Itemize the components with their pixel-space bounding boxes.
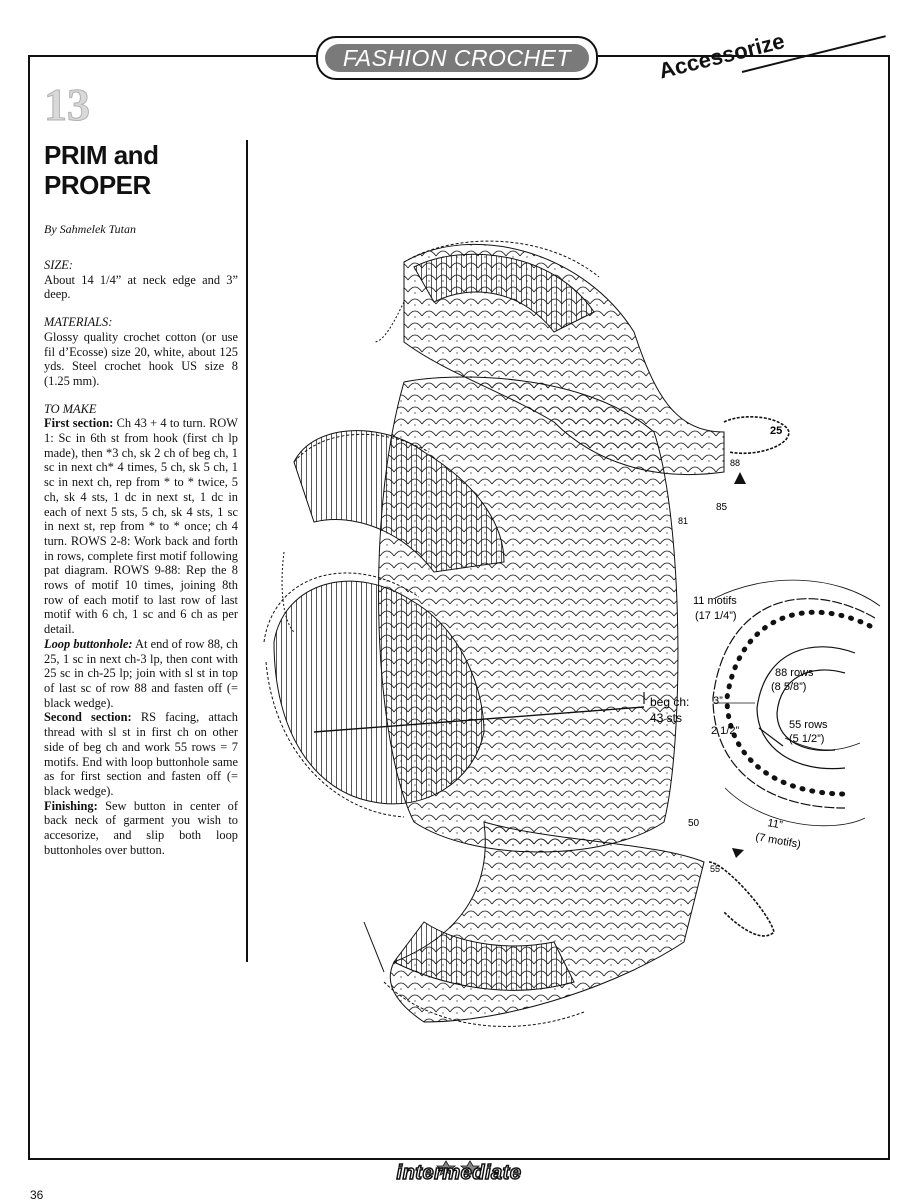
collar-schematic — [685, 578, 885, 851]
lower-motif — [390, 822, 704, 1022]
row-label-55: 55 — [710, 864, 721, 874]
to-make-section — [44, 402, 238, 858]
row-label-81: 81 — [678, 516, 689, 526]
difficulty-badge — [364, 1160, 554, 1196]
schematic-top-motifs: 11 motifs — [693, 595, 737, 607]
size-section — [44, 258, 238, 302]
pattern-title-line-2: PROPER — [44, 170, 151, 200]
instructions-column — [44, 258, 238, 857]
category-label: Accessorize — [656, 28, 787, 84]
row-label-88: 88 — [730, 458, 741, 468]
schematic-top-arc — [715, 580, 880, 606]
loop-buttonhole-text: At end of row 88, ch 25, 1 sc in next ch-3 lp, then cont with 25 sc in ch-25 lp; join with sl st in top of last sc of row 88 and fasten off (= black wedge). — [44, 636, 238, 710]
to-make-label: TO MAKE — [44, 401, 97, 416]
second-section-text: RS facing, attach thread with sl st in first ch on other side of beg ch and work 55 rows = 7 motifs. End with loop buttonhole same as for first section and fasten off (= black wedge). — [44, 710, 238, 798]
pattern-title-line-1: PRIM and — [44, 140, 159, 170]
schematic-bottom-motifs: (7 motifs) — [754, 831, 802, 851]
difficulty-level: intermediate — [396, 1162, 522, 1184]
schematic-depth: 3” — [713, 695, 723, 707]
second-section-label: Second section: — [44, 710, 132, 725]
materials-text: Glossy quality crochet cotton (or use fil d’Ecosse) size 20, white, about 125 yds. Steel crochet hook US size 8 (1.25 mm). — [44, 329, 238, 388]
row-label-25: 25 — [770, 425, 783, 437]
schematic-rows88-measure: (8 5/8”) — [771, 681, 807, 693]
finishing-text: Sew button in center of back neck of garment you wish to accesorize, and slip both loop buttonholes over button. — [44, 798, 238, 857]
finishing-paragraph — [44, 799, 238, 858]
schematic-rows88: 88 rows — [775, 667, 814, 679]
loop-buttonhole-label: Loop buttonhole: — [44, 636, 133, 651]
materials-label: MATERIALS: — [44, 315, 113, 330]
section-header-tab — [316, 36, 598, 80]
first-section-label: First section: — [44, 416, 114, 431]
page-number: 36 — [30, 1188, 44, 1202]
schematic-rows55-measure: (5 1/2”) — [789, 733, 825, 745]
first-section-paragraph — [44, 416, 238, 637]
size-label: SIZE: — [44, 258, 73, 272]
beg-ch-label: beg ch: — [650, 695, 690, 709]
schematic-rows55: 55 rows — [789, 719, 828, 731]
schematic-inner-edge — [757, 647, 855, 769]
finishing-label: Finishing: — [44, 798, 98, 813]
second-section-paragraph — [44, 710, 238, 798]
section-header-inner — [325, 44, 589, 72]
schematic-inner-arrow — [759, 728, 783, 746]
column-divider — [246, 140, 248, 962]
row-label-85: 85 — [716, 502, 728, 513]
first-section-text: Ch 43 + 4 to turn. ROW 1: Sc in 6th st from hook (first ch lp made), then *3 ch, sk 2 ch of beg ch, 1 sc in next ch* 4 times, 5 ch, sk 5 ch, 1 sc in next ch, rep from * to * twice, 5 ch, sk 4 sts, 1 dc in next st, 1 dc in each of next 5 sts, 5 ch, sk 4 sts, 1 sc in next st, rep from * to * once; ch 4 turn. ROWS 2-8: Work back and forth in rows, complete first motif following pat diagram. ROWS 9-88: Rep the 8 rows of motif 10 times, joining 8th row of each motif to last row of last motif with 6 ch, 1 sc and 6 ch as per detail. — [44, 416, 238, 637]
schematic-inner: 2 1/2” — [711, 725, 740, 737]
size-text: About 14 1/4” at neck edge and 3” deep. — [44, 272, 238, 302]
joining-chain-upper — [374, 302, 404, 342]
materials-section — [44, 315, 238, 389]
row-label-50: 50 — [688, 818, 700, 829]
schematic-bottom-measure: 11” — [766, 817, 784, 832]
designer-byline: By Sahmelek Tutan — [44, 222, 136, 236]
loop-buttonhole-paragraph — [44, 637, 238, 711]
pattern-title — [44, 140, 244, 200]
joining-chain-lower — [364, 922, 384, 972]
section-header-text: FASHION CROCHET — [342, 44, 572, 71]
pattern-number: 13 — [44, 79, 90, 130]
beg-ch-sts: 43 sts — [650, 711, 683, 725]
schematic-top-measure: (17 1/4”) — [695, 610, 737, 622]
